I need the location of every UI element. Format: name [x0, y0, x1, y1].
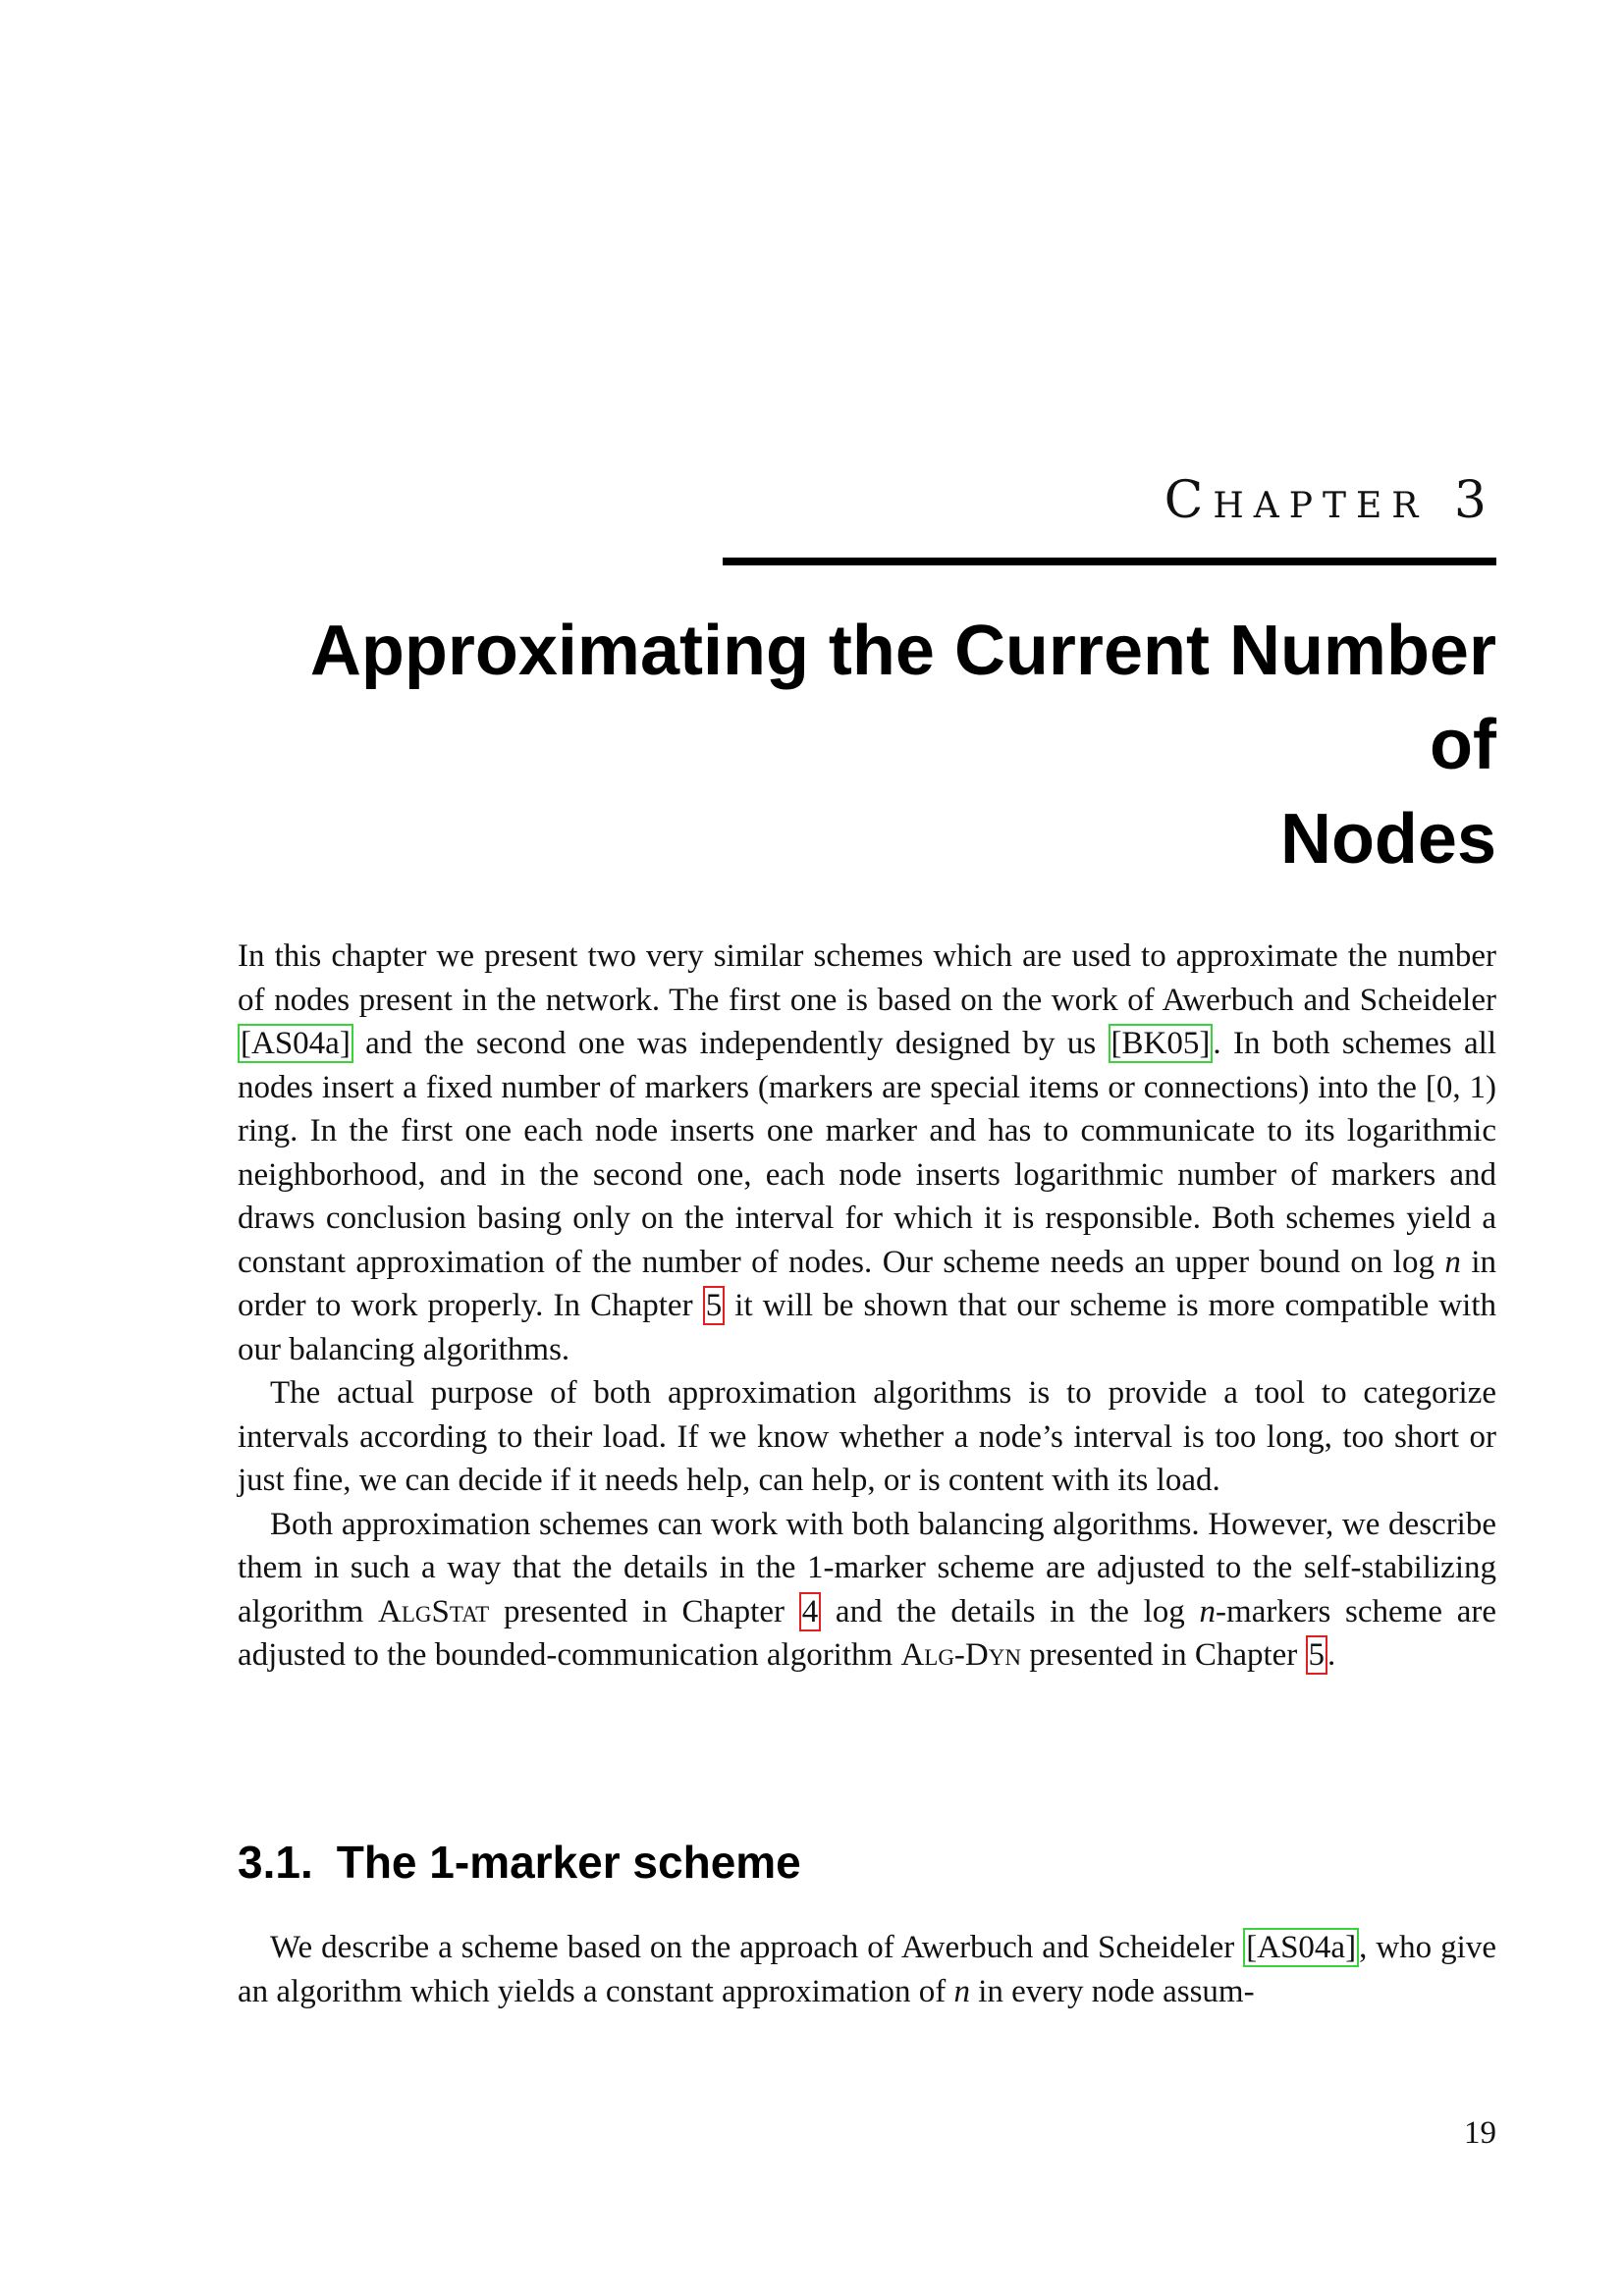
section-text [238, 1926, 1496, 2013]
intro-text [238, 934, 1496, 1678]
section-paragraph-1: We describe a scheme based on the approach of Awerbuch and Scheideler [AS04a], who give an algorithm which yields a constant approximation of n in every node assum- [238, 1930, 1496, 2009]
chapter-label: Chapter 3 [1164, 471, 1496, 530]
citation-bk05-link[interactable]: [BK05] [1109, 1024, 1214, 1063]
chapter-title [236, 604, 1496, 886]
section-number: 3.1. [238, 1837, 313, 1888]
algstat-name: AlgStat [378, 1593, 490, 1629]
chapter-title-line-2: Nodes [1279, 800, 1496, 879]
algdyn-name: Alg-Dyn [900, 1637, 1021, 1673]
citation-as04a-link[interactable]: [AS04a] [238, 1024, 353, 1063]
chapter-5-link-2[interactable]: 5 [1306, 1635, 1328, 1675]
intro-paragraph-3: Both approximation schemes can work with both balancing algorithms. However, we describe them in such a way that the details in the 1-marker scheme are adjusted to the self-stabilizing algorithm AlgStat presented in Chapter 4 and the details in the log n-markers scheme are adjusted to the bounded-communication algorithm Alg-Dyn presented in Chapter 5. [238, 1506, 1497, 1673]
page-number: 19 [1464, 2115, 1496, 2151]
chapter-4-link[interactable]: 4 [799, 1592, 822, 1631]
intro-paragraph-1: In this chapter we present two very similar schemes which are used to approximate the number of nodes present in the network. The first one is based on the work of Awerbuch and Scheideler [AS04a] and the second one was independently designed by us [BK05]. In both schemes all nodes insert a fixed number of markers (markers are special items or connections) into the [0, 1) ring. In the first one each node inserts one marker and has to communicate to its logarithmic neighborhood, and in the second one, each node inserts logarithmic number of markers and draws conclusion basing only on the interval for which it is responsible. Both schemes yield a constant approximation of the number of nodes. Our scheme needs an upper bound on log n in order to work properly. In Chapter 5 it will be shown that our scheme is more compatible with our balancing algorithms. [238, 938, 1496, 1367]
intro-paragraph-2: The actual purpose of both approximation algorithms is to provide a tool to categorize intervals according to their load. If we know whether a node’s interval is too long, too short or just fine, we can decide if it needs help, can help, or is content with its load. [238, 1375, 1496, 1498]
citation-as04a-link-2[interactable]: [AS04a] [1243, 1928, 1359, 1967]
chapter-5-link[interactable]: 5 [703, 1286, 726, 1325]
section-title: The 1-marker scheme [336, 1837, 801, 1888]
section-heading [238, 1836, 801, 1889]
chapter-title-line-1: Approximating the Current Number of [309, 612, 1496, 784]
chapter-rule [723, 558, 1496, 565]
